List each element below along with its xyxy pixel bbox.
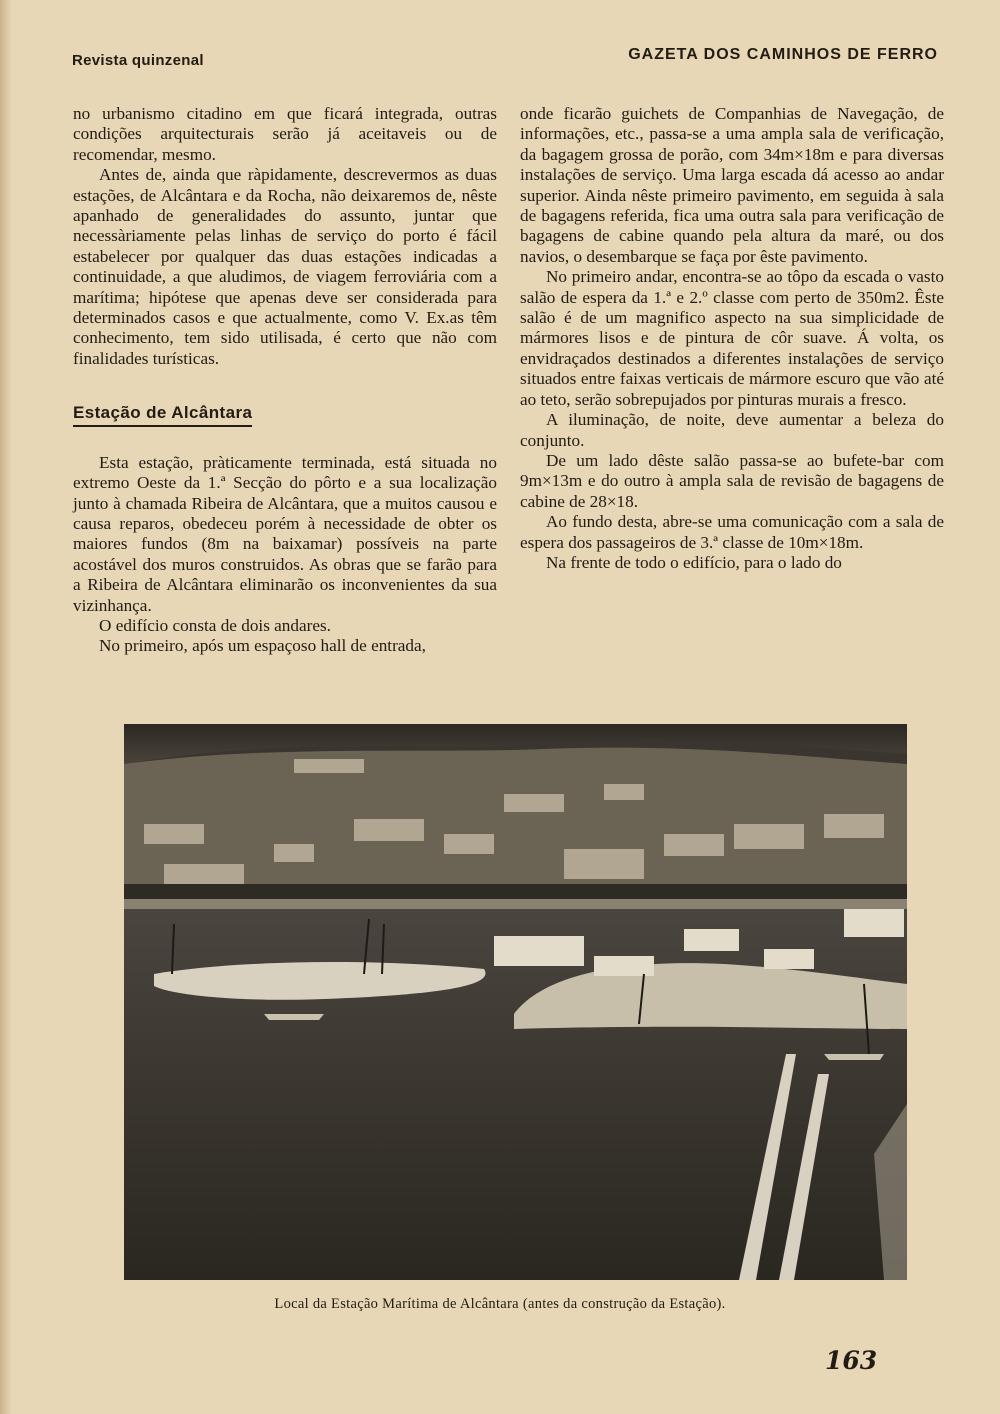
paragraph: Esta estação, pràticamente terminada, está situada no extremo Oeste da 1.ª Secção do pôrto e a sua localização junto à chamada Ribeira de Alcântara, que a muitos causou e causa reparos, obedeceu porém à necessidade de obter os maiores fundos (8m na baixamar) possíveis na parte acostável dos muros construidos. As obras que se farão para a Ribeira de Alcântara eliminarão os inconvenientes da sua vizinhança.: [73, 452, 497, 615]
paragraph: Na frente de todo o edifício, para o lado do: [546, 552, 842, 572]
photo-caption: Local da Estação Marítima de Alcântara (antes da construção da Estação).: [274, 1296, 726, 1312]
page-number: 163: [825, 1346, 878, 1375]
left-column: [73, 104, 497, 657]
paragraph: No primeiro, após um espaçoso hall de entrada,: [99, 636, 426, 656]
paragraph: onde ficarão guichets de Companhias de Navegação, de informações, etc., passa-se a uma ampla sala de verificação, da bagagem grossa de porão, com 34m×18m e para diversas instalações de serviço. Uma larga escada dá acesso ao andar superior. Ainda nêste primeiro pavimento, em seguida à sala de bagagens referida, fica uma outra sala para verificação de bagagens de cabine quando pela altura da maré, ou dos navios, o desembarque se faça por êste pavimento.: [520, 104, 944, 266]
section-heading: Estação de Alcântara: [73, 403, 252, 426]
paragraph: Ao fundo desta, abre-se uma comunicação com a sala de espera dos passageiros de 3.ª classe de 10m×18m.: [520, 512, 944, 552]
aerial-harbor-photo: [124, 724, 907, 1280]
right-column: [520, 104, 944, 573]
paragraph: No primeiro andar, encontra-se ao tôpo da escada o vasto salão de espera da 1.ª e 2.º classe com perto de 350m2. Êste salão é de um magnifico aspecto na sua simplicidade de mármores lisos e de pintura de côr suave. Á volta, os envidraçados destinados a diferentes instalações de serviço situados entre faixas verticais de mármore escuro que vão até ao teto, serão sobrepujados por pinturas murais a fresco.: [520, 267, 944, 409]
running-header-left: Revista quinzenal: [72, 52, 204, 69]
paragraph: A iluminação, de noite, deve aumentar a beleza do conjunto.: [520, 410, 944, 450]
paragraph: O edifício consta de dois andares.: [99, 615, 331, 635]
running-header-right: GAZETA DOS CAMINHOS DE FERRO: [628, 46, 938, 63]
paragraph: no urbanismo citadino em que ficará integrada, outras condições arquitecturais serão já aceitaveis ou de recomendar, mesmo.: [73, 104, 497, 164]
paragraph: Antes de, ainda que ràpidamente, descrevermos as duas estações, de Alcântara e da Rocha, não deixaremos de, nêste apanhado de generalidades do assunto, juntar que necessàriamente pelas linhas de serviço do porto é fácil estabelecer por qualquer das duas estações indicadas a continuidade, a que aludimos, de viagem ferroviária com a marítima; hipótese que apenas deve ser considerada para determinados casos e que actualmente, como V. Ex.as têm conhecimento, tem sido utilisada, é certo que não com finalidades turísticas.: [73, 165, 497, 368]
paragraph: De um lado dêste salão passa-se ao bufete-bar com 9m×13m e do outro à ampla sala de revisão de bagagens de cabine de 28×18.: [520, 450, 944, 511]
page-edge: [0, 0, 12, 1414]
